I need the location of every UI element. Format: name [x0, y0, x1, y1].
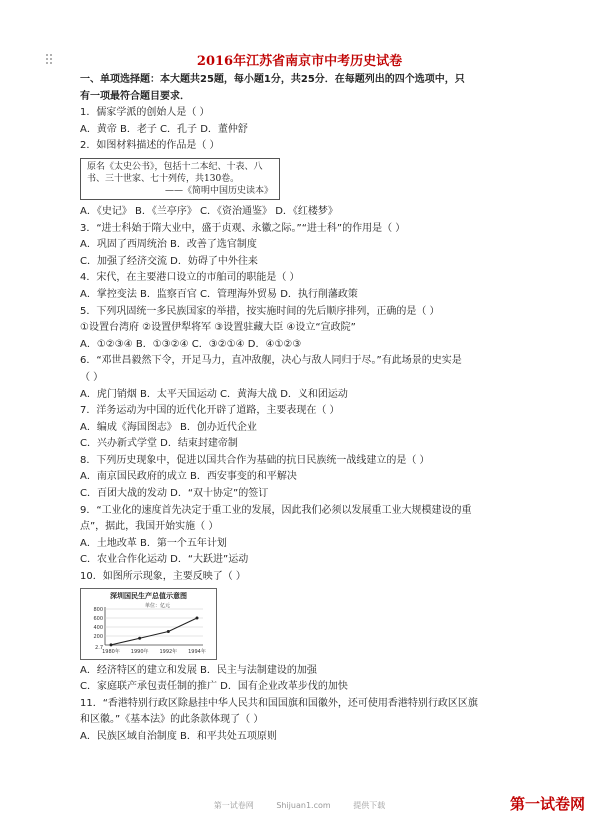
question-line: A．①②③④ B．①③②④ C．③②①④ D．④①②③ [80, 338, 302, 350]
question-line: 6．“邓世昌毅然下令，开足马力，直冲敌舰，决心与敌人同归于尽。”有此场景的史实是 [80, 355, 462, 367]
section-header: 一、单项选择题：本大题共25题，每小题1分，共25分．在每题列出的四个选项中，只 [80, 74, 465, 85]
question-line: 和区徽。”《基本法》的此条款体现了（ ） [80, 714, 264, 726]
question-line: A．民族区域自治制度 B．和平共处五项原则 [80, 731, 277, 742]
y-tick-label: 600 [93, 615, 103, 622]
question-line: 5．下列巩固统一多民族国家的举措，按实施时间的先后顺序排列，正确的是（ ） [80, 305, 440, 317]
data-point [138, 636, 141, 639]
question-line: 点”，据此，我国开始实施（ ） [80, 521, 219, 533]
question-line: A．编成《海国图志》 B．创办近代企业 [80, 421, 257, 433]
question-line: 1．儒家学派的创始人是（ ） [80, 107, 210, 119]
data-point [196, 616, 199, 619]
question-line: （ ） [80, 371, 104, 383]
question-line: A．南京国民政府的成立 B．西安事变的和平解决 [80, 471, 297, 483]
question-line: C．家庭联产承包责任制的推广 D．国有企业改革步伐的加快 [80, 681, 348, 693]
question-line: A．经济特区的建立和发展 B．民主与法制建设的加强 [80, 664, 317, 676]
question-line: 11．“香港特别行政区除悬挂中华人民共和国国旗和国徽外，还可使用香港特别行政区区旗 [80, 697, 478, 709]
quote-source: ——《简明中国历史读本》 [164, 185, 273, 196]
question-line: A．黄帝 B．老子 C．孔子 D．董仲舒 [80, 123, 248, 135]
quote-line: 原名《太史公书》，包括十二本纪、十表、八 [87, 161, 263, 172]
question-line: C．加强了经济交流 D．妨碍了中外往来 [80, 255, 258, 267]
footer-left: 第一试卷网 [213, 801, 254, 810]
x-tick-label: 1990年 [130, 648, 149, 655]
question-line: ①设置台湾府 ②设置伊犁将军 ③设置驻藏大臣 ④设立“宣政院” [80, 322, 356, 334]
x-tick-label: 1994年 [188, 648, 206, 655]
x-tick-label: 1992年 [159, 648, 178, 655]
y-tick-label: 400 [93, 624, 103, 631]
section-header-cont: 有一项最符合题目要求． [80, 90, 190, 102]
question-line: 8．下列历史现象中，促进以国共合作为基础的抗日民族统一战线建立的是（ ） [80, 454, 430, 466]
question-line: A．巩固了西周统治 B．改善了选官制度 [80, 239, 257, 251]
question-line: C．农业合作化运动 D．“大跃进”运动 [80, 554, 249, 566]
document-title: 2016年江苏省南京市中考历史试卷 [196, 54, 403, 69]
question-line: C．百团大战的发动 D．“双十协定”的签订 [80, 488, 269, 500]
question-line: 10．如图所示现象，主要反映了（ ） [80, 571, 246, 583]
series-line [111, 618, 197, 645]
question-line: A．掌控变法 B．监察百官 C．管理海外贸易 D．执行削藩政策 [80, 288, 358, 300]
x-tick-label: 1980年 [102, 648, 120, 655]
data-point [110, 643, 113, 646]
brand-logo: 第一试卷网 [509, 795, 585, 813]
quote-line: 书、三十世家、七十列传，共130卷。 [87, 173, 240, 184]
question-line: A．土地改革 B．第一个五年计划 [80, 537, 227, 549]
question-line: A．虎门销烟 B．太平天国运动 C．黄海大战 D．义和团运动 [80, 388, 348, 400]
question-line: A．《史记》 B．《兰亭序》 C．《资治通鉴》 D．《红楼梦》 [80, 205, 338, 217]
question-line: 3．“进士科始于隋大业中，盛于贞观、永徽之际。”“进士科”的作用是（ ） [80, 222, 406, 234]
y-tick-label: 200 [93, 633, 103, 640]
chart-legend: 单位：亿元 [145, 602, 171, 609]
chart-title: 深圳国民生产总值示意图 [110, 591, 187, 600]
question-line: 7．洋务运动为中国的近代化开辟了道路，主要表现在（ ） [80, 405, 340, 417]
footer-center: Shijuan1.com [276, 801, 331, 810]
y-tick-label: 2.7 [95, 644, 103, 651]
data-point [167, 630, 170, 633]
quote-box [80, 158, 280, 200]
document-body [80, 72, 540, 746]
footer-right: 提供下载 [353, 801, 386, 810]
gdp-chart-figure [80, 588, 217, 660]
question-line: 4．宋代，在主要港口设立的市舶司的职能是（ ） [80, 272, 300, 284]
question-line: 9．“工业化的速度首先决定于重工业的发展，因此我们必须以发展重工业大规模建设的重 [80, 504, 472, 516]
line-chart [81, 589, 216, 659]
y-tick-label: 800 [93, 606, 103, 613]
question-line: 2．如图材料描述的作品是（ ） [80, 140, 220, 152]
question-line: C．兴办新式学堂 D．结束封建帝制 [80, 438, 238, 450]
